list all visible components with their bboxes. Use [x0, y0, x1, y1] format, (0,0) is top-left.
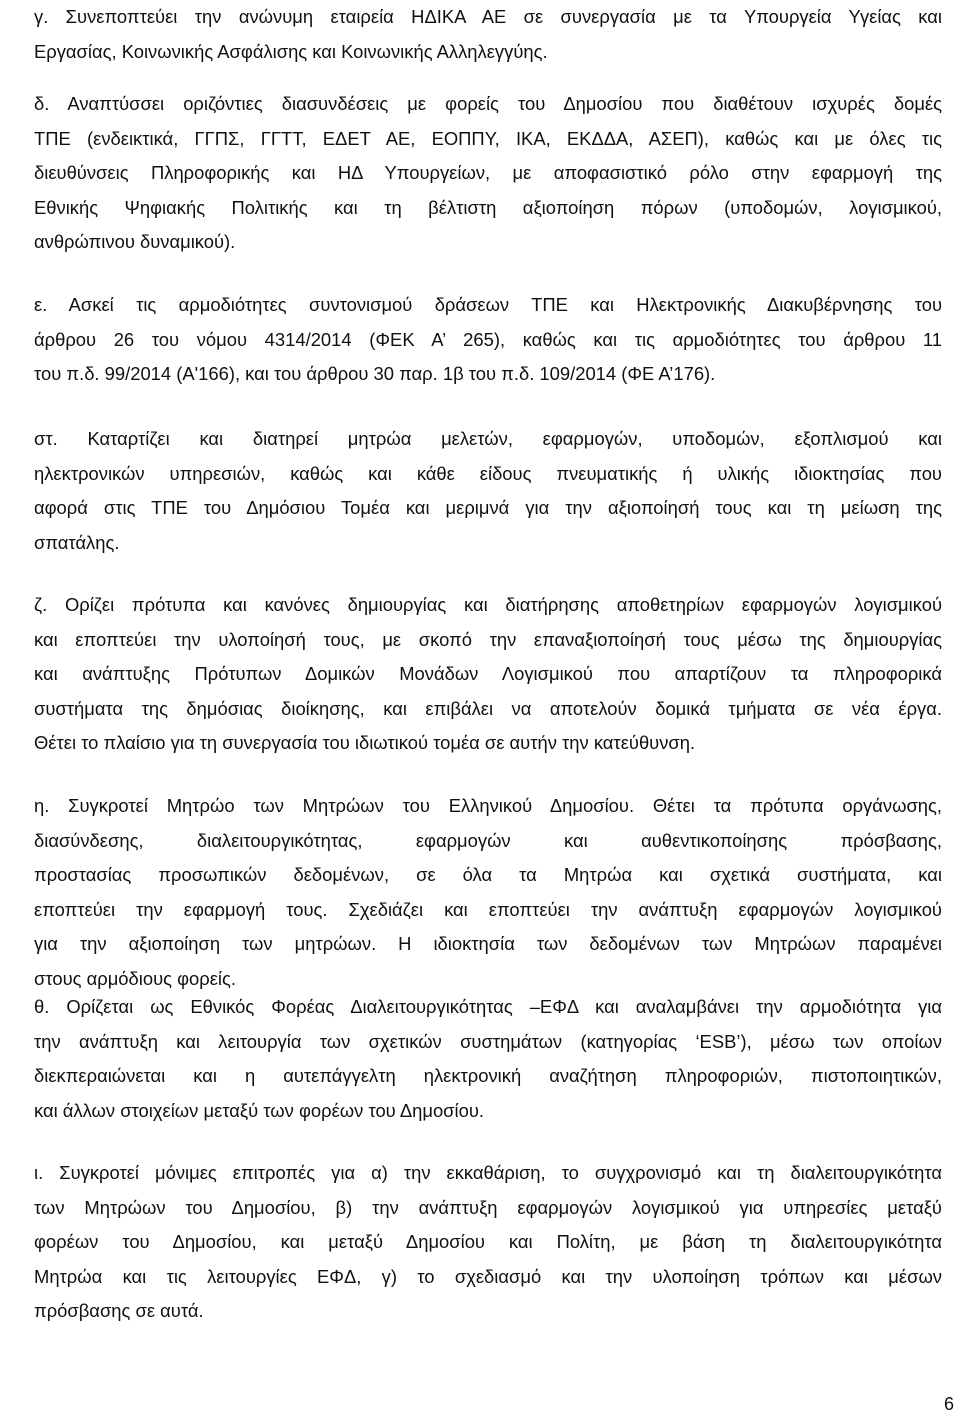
paragraph-d: [34, 87, 942, 260]
paragraph-z: [34, 588, 942, 761]
text-line: για την αξιοποίηση των μητρώων. Η ιδιοκτησία των δεδομένων των Μητρώων παραμένει: [34, 933, 942, 954]
text-line: Εθνικής Ψηφιακής Πολιτικής και τη βέλτιστη αξιοποίηση πόρων (υποδομών, λογισμικού,: [34, 196, 942, 218]
text-line: ζ. Ορίζει πρότυπα και κανόνες δημιουργίας και διατήρησης αποθετηρίων εφαρμογών λογισμικού: [34, 594, 942, 615]
text-line: και ανάπτυξης Πρότυπων Δομικών Μονάδων Λογισμικού που απαρτίζουν τα πληροφορικά: [34, 663, 942, 684]
text-line: η. Συγκροτεί Μητρώο των Μητρώων του Ελληνικού Δημοσίου. Θέτει τα πρότυπα οργάνωσης,: [34, 795, 942, 816]
text-line: ανθρώπινου δυναμικού).: [34, 231, 236, 252]
paragraph-g: [34, 0, 942, 69]
text-line: αφορά στις ΤΠΕ του Δημόσιου Τομέα και μεριμνά για την αξιοποίησή τους και τη μείωση της: [34, 497, 942, 518]
text-line: διευθύνσεις Πληροφορικής και ΗΔ Υπουργείων, με αποφασιστικό ρόλο στην εφαρμογή της: [34, 162, 942, 183]
text-line: ηλεκτρονικών υπηρεσιών, καθώς και κάθε είδους πνευματικής ή υλικής ιδιοκτησίας που: [34, 462, 942, 484]
paragraph-e: [34, 288, 942, 392]
text-line: του π.δ. 99/2014 (Α'166), και του άρθρου 30 παρ. 1β του π.δ. 109/2014 (ΦΕ Α’176).: [34, 363, 716, 384]
text-line: προστασίας προσωπικών δεδομένων, σε όλα τα Μητρώα και σχετικά συστήματα, και: [34, 864, 942, 885]
text-line: διεκπεραιώνεται και η αυτεπάγγελτη ηλεκτρονική αναζήτηση πληροφοριών, πιστοποιητικών,: [34, 1065, 942, 1086]
text-line: δ. Αναπτύσσει οριζόντιες διασυνδέσεις με φορείς του Δημοσίου που διαθέτουν ισχυρές δομές: [34, 93, 942, 114]
text-line: και εποπτεύει την υλοποίησή τους, με σκοπό την επαναξιοποίησή τους μέσω της δημιουργίας: [34, 628, 942, 650]
page-number: 6: [943, 1394, 954, 1414]
paragraph-h: [34, 789, 942, 996]
text-line: πρόσβασης σε αυτά.: [34, 1300, 204, 1321]
paragraph-th: [34, 990, 942, 1128]
text-line: θ. Ορίζεται ως Εθνικός Φορέας Διαλειτουργικότητας –ΕΦΔ και αναλαμβάνει την αρμοδιότητα για: [34, 996, 942, 1017]
paragraph-i: [34, 1156, 942, 1329]
paragraph-st: [34, 422, 942, 560]
text-line: ε. Ασκεί τις αρμοδιότητες συντονισμού δράσεων ΤΠΕ και Ηλεκτρονικής Διακυβέρνησης του: [34, 294, 942, 315]
text-line: Εργασίας, Κοινωνικής Ασφάλισης και Κοινωνικής Αλληλεγγύης.: [34, 40, 548, 62]
text-line: φορέων του Δημοσίου, και μεταξύ Δημοσίου και Πολίτη, με βάση τη διαλειτουργικότητα: [34, 1231, 942, 1252]
text-line: την ανάπτυξη και λειτουργία των σχετικών συστημάτων (κατηγορίας ‘ESB’), μέσω των οποίων: [34, 1030, 942, 1052]
text-line: συστήματα της δημόσιας διοίκησης, και επιβάλει να αποτελούν δομικά τμήματα σε νέα έργα.: [34, 697, 942, 719]
text-line: Θέτει το πλαίσιο για τη συνεργασία του ιδιωτικού τομέα σε αυτήν την κατεύθυνση.: [34, 732, 696, 753]
text-line: των Μητρώων του Δημοσίου, β) την ανάπτυξη εφαρμογών λογισμικού για υπηρεσίες μεταξύ: [34, 1196, 942, 1218]
text-line: ΤΠΕ (ενδεικτικά, ΓΓΠΣ, ΓΓΤΤ, ΕΔΕΤ ΑΕ, ΕΟΠΠΥ, ΙΚΑ, ΕΚΔΔΑ, ΑΣΕΠ), καθώς και με όλες τις: [34, 127, 942, 149]
text-line: Μητρώα και τις λειτουργίες ΕΦΔ, γ) το σχεδιασμό και την υλοποίηση τρόπων και μέσων: [34, 1265, 942, 1287]
text-line: γ. Συνεποπτεύει την ανώνυμη εταιρεία ΗΔΙΚΑ ΑΕ σε συνεργασία με τα Υπουργεία Υγείας και: [34, 6, 942, 27]
text-line: και άλλων στοιχείων μεταξύ των φορέων του Δημοσίου.: [34, 1099, 485, 1121]
text-line: στ. Καταρτίζει και διατηρεί μητρώα μελετών, εφαρμογών, υποδομών, εξοπλισμού και: [34, 428, 942, 449]
text-line: εποπτεύει την εφαρμογή τους. Σχεδιάζει και εποπτεύει την ανάπτυξη εφαρμογών λογισμικού: [34, 898, 942, 920]
text-line: σπατάλης.: [34, 531, 120, 553]
text-line: ι. Συγκροτεί μόνιμες επιτροπές για α) την εκκαθάριση, το συγχρονισμό και τη διαλειτουργικότητα: [34, 1162, 942, 1183]
text-line: διασύνδεσης, διαλειτουργικότητας, εφαρμογών και αυθεντικοποίησης πρόσβασης,: [34, 829, 942, 851]
text-line: στους αρμόδιους φορείς.: [34, 967, 236, 989]
text-line: άρθρου 26 του νόμου 4314/2014 (ΦΕΚ Α’ 265), καθώς και τις αρμοδιότητες του άρθρου 11: [34, 328, 942, 350]
